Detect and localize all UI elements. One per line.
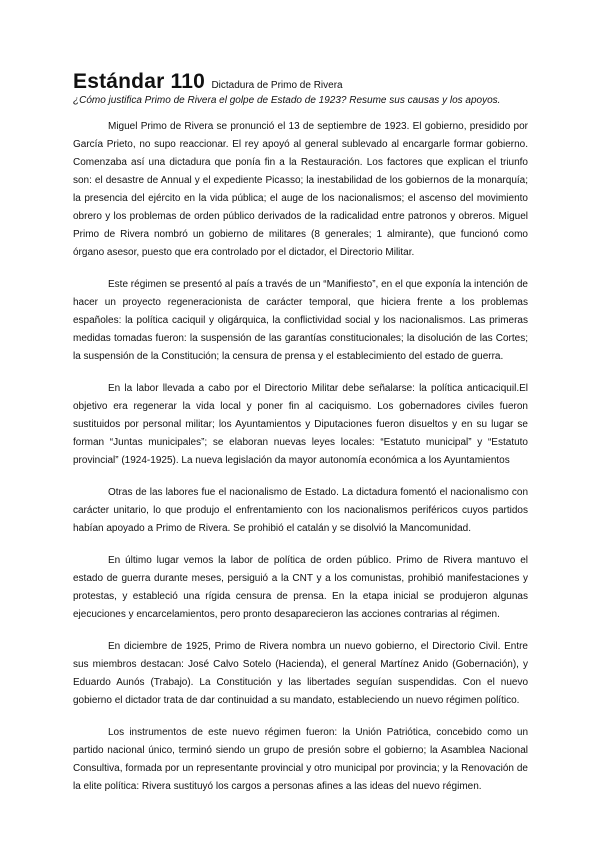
paragraph: En la labor llevada a cabo por el Directorio Militar debe señalarse: la política anticaciquil.El objetivo era regenerar la vida local y poner fin al caciquismo. Los gobernadores civiles fueron sustituidos por personal militar; los Ayuntamientos y Diputaciones fueron disueltos y en su lugar se forman “Juntas municipales”; se elaboran nuevas leyes locales: “Estatuto municipal” y “Estatuto provincial” (1924-1925). La nueva legislación da mayor autonomía económica a los Ayuntamientos [73, 383, 528, 466]
paragraph: Otras de las labores fue el nacionalismo de Estado. La dictadura fomentó el nacionalismo con carácter unitario, lo que produjo el enfrentamiento con los nacionalismos periféricos cuyos partidos habían apoyado a Primo de Rivera. Se prohibió el catalán y se disolvió la Mancomunidad. [73, 487, 528, 534]
title-line [73, 70, 343, 94]
paragraph: Este régimen se presentó al país a través de un “Manifiesto”, en el que exponía la intención de hacer un proyecto regeneracionista de carácter temporal, que hiciera frente a los problemas españoles: la política caciquil y oligárquica, la conflictividad social y los nacionalismos. Las primeras medidas tomadas fueron: la suspensión de las garantías constitucionales; la disolución de las Cortes; la suspensión de la Constitución; la censura de prensa y el establecimiento del estado de guerra. [73, 279, 528, 362]
document-body [73, 118, 528, 810]
page-subtitle: Dictadura de Primo de Rivera [211, 80, 343, 91]
paragraph: Miguel Primo de Rivera se pronunció el 13 de septiembre de 1923. El gobierno, presidido por García Prieto, no supo reaccionar. El rey apoyó al general sublevado al encargarle formar gobierno. Comenzaba así una dictadura que ponía fin a la Restauración. Los factores que explican el triunfo son: el desastre de Annual y el expediente Picasso; la inestabilidad de los gobiernos de la monarquía; la presencia del ejército en la vida pública; el auge de los nacionalismos; el ascenso del movimiento obrero y los problemas de orden público derivados de la radicalidad entre patronos y obreros. Miguel Primo de Rivera nombró un gobierno de militares (8 generales; 1 almirante), que funcionó como órgano asesor, puesto que era controlado por el dictador, el Directorio Militar. [73, 121, 528, 258]
paragraph: Los instrumentos de este nuevo régimen fueron: la Unión Patriótica, concebido como un partido nacional único, terminó siendo un grupo de presión sobre el gobierno; la Asamblea Nacional Consultiva, formada por un representante provincial y otro municipal por provincia; y la Renovación de la elite política: Rivera sustituyó los cargos a personas afines a las ideas del nuevo régimen. [73, 727, 528, 792]
question-text: ¿Cómo justifica Primo de Rivera el golpe de Estado de 1923? Resume sus causas y los apoyos. [73, 95, 501, 106]
paragraph: En último lugar vemos la labor de política de orden público. Primo de Rivera mantuvo el estado de guerra durante meses, persiguió a la CNT y a los comunistas, prohibió manifestaciones y protestas, y estableció una rígida censura de prensa. En la etapa inicial se produjeron algunas ejecuciones y encarcelamientos, pero pronto desaparecieron las acciones contrarias al régimen. [73, 555, 528, 620]
paragraph: En diciembre de 1925, Primo de Rivera nombra un nuevo gobierno, el Directorio Civil. Entre sus miembros destacan: José Calvo Sotelo (Hacienda), el general Martínez Anido (Gobernación), y Eduardo Aunós (Trabajo). La Constitución y las libertades seguían suspendidas. Con el nuevo gobierno el dictador trata de dar continuidad a su mandato, estableciendo un nuevo régimen político. [73, 641, 528, 706]
page-title: Estándar 110 [73, 70, 205, 93]
